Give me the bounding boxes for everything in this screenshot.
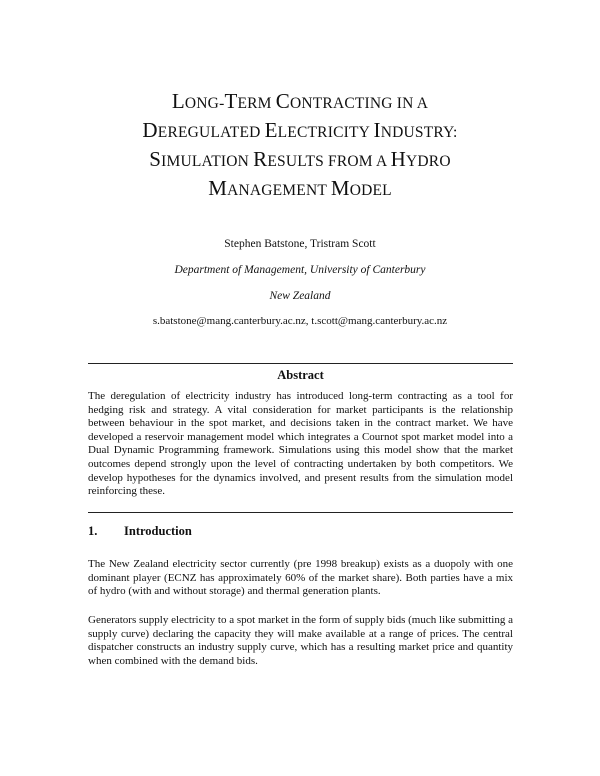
title-word: YDRO <box>406 153 451 170</box>
title-initial: M <box>330 176 350 200</box>
title-word: NDUSTRY: <box>380 124 458 141</box>
title-word: IMULATION <box>161 153 254 170</box>
body-paragraph: The New Zealand electricity sector currently (pre 1998 breakup) exists as a duopoly with one dominant player (ECNZ has approximately 60% of the market share). Both parties have a mix of hydro (with and without storage) and thermal generation plants. <box>88 558 513 598</box>
author-emails: s.batstone@mang.canterbury.ac.nz, t.scott@mang.canterbury.ac.nz <box>152 315 448 327</box>
title-line <box>0 117 600 146</box>
title-initial: I <box>373 118 381 142</box>
affiliation: Department of Management, University of Canterbury <box>174 264 426 276</box>
title-word: EREGULATED <box>157 124 265 141</box>
title-initial: E <box>264 118 278 142</box>
title-word: ONG- <box>184 95 225 112</box>
title-initial: T <box>224 89 238 113</box>
title-initial: C <box>275 89 290 113</box>
abstract-heading: Abstract <box>277 368 324 382</box>
section-number: 1. <box>88 524 98 538</box>
title-line <box>0 175 600 204</box>
title-initial: L <box>171 89 185 113</box>
section-heading <box>88 524 192 539</box>
title-word: ERM <box>237 95 276 112</box>
title-word: ANAGEMENT <box>227 182 331 199</box>
title-word: ESULTS FROM A <box>267 153 391 170</box>
body-paragraph: Generators supply electricity to a spot market in the form of supply bids (much like submitting a supply curve) declaring the capacity they will make available at a range of prices. The central dispatcher constructs an industry supply curve, which has a resulting market price and quantity when combined with the demand bids. <box>88 614 513 667</box>
country: New Zealand <box>269 290 331 302</box>
title-line <box>0 146 600 175</box>
title-initial: H <box>390 147 406 171</box>
title-line <box>0 88 600 117</box>
section-title: Introduction <box>124 524 192 538</box>
title-word: LECTRICITY <box>277 124 374 141</box>
title-initial: R <box>253 147 268 171</box>
title-word: ONTRACTING IN A <box>289 95 429 112</box>
title-word: ODEL <box>349 182 392 199</box>
abstract-bottom-rule <box>88 512 513 513</box>
title-initial: M <box>208 176 228 200</box>
author-list: Stephen Batstone, Tristram Scott <box>224 238 376 250</box>
abstract-text: The deregulation of electricity industry has introduced long-term contracting as a tool for hedging risk and strategy. A vital consideration for market participants is the relationship between behaviour in the spot market, and decisions taken in the contract market. We have developed a reservoir management model which integrates a Cournot spot market model into a Dual Dynamic Programming framework. Simulations using this model show that the market outcomes depend strongly upon the level of contracting undertaken by both competitors. We develop hypotheses for the dynamics involved, and present results from the simulation model reinforcing these. <box>88 390 513 498</box>
title-initial: D <box>142 118 158 142</box>
paper-title <box>0 88 600 204</box>
abstract-top-rule <box>88 363 513 364</box>
title-initial: S <box>149 147 162 171</box>
